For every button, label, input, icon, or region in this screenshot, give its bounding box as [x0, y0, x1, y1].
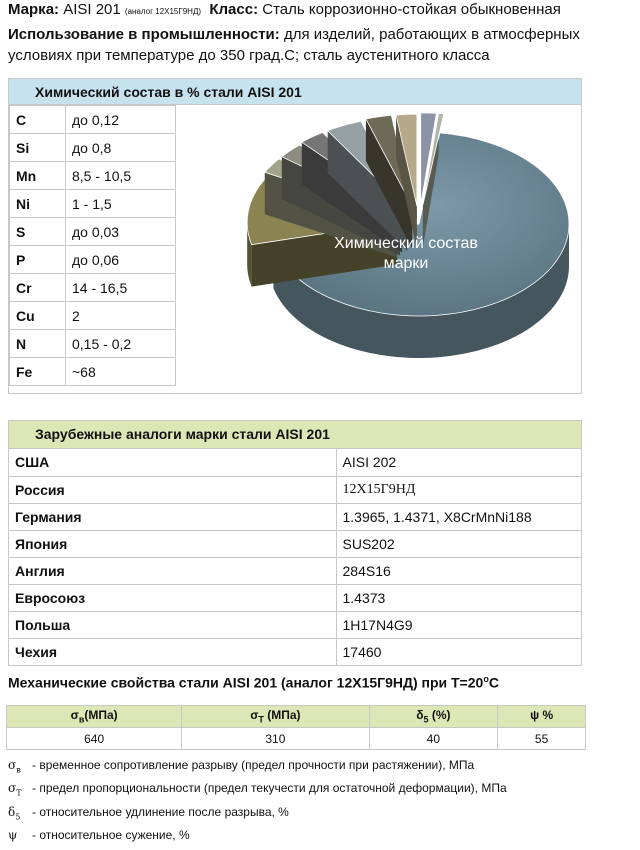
- mechanical-header-row: [7, 706, 586, 728]
- legend-symbol: [8, 826, 32, 849]
- legend-symbol-sub: 5: [15, 812, 21, 822]
- analog-row: [9, 476, 581, 503]
- composition-pie-chart: [184, 106, 581, 393]
- composition-row: [10, 190, 176, 218]
- composition-row: [10, 330, 176, 358]
- legend-symbol: [8, 756, 32, 779]
- element-value: 14 - 16,5: [66, 274, 176, 302]
- mechanical-table: [6, 705, 586, 750]
- composition-row: [10, 134, 176, 162]
- analog-country: Англия: [9, 557, 336, 584]
- analog-row: [9, 449, 581, 476]
- grade-value: AISI 201: [63, 1, 121, 18]
- legend-symbol: [8, 779, 32, 802]
- analog-grade: SUS202: [336, 530, 581, 557]
- mechanical-header-sub: в: [78, 714, 85, 725]
- element-value: 8,5 - 10,5: [66, 162, 176, 190]
- legend-text: - относительное удлинение после разрыва, %: [32, 804, 289, 819]
- analog-grade: 1.3965, 1.4371, X8CrMnNi188: [336, 503, 581, 530]
- composition-row: [10, 162, 176, 190]
- mechanical-title-text: Механические свойства стали AISI 201 (аналог 12Х15Г9НД) при Т=20: [8, 674, 484, 691]
- legend-text: - предел пропорциональности (предел текучести для остаточной деформации), МПа: [32, 781, 507, 796]
- analog-row: [9, 503, 581, 530]
- analog-row: [9, 557, 581, 584]
- mechanical-header-unit: (МПа): [84, 708, 118, 723]
- class-value: Сталь коррозионно-стойкая обыкновенная: [262, 1, 561, 18]
- legend-item: [8, 779, 507, 802]
- element-value: до 0,12: [66, 106, 176, 134]
- element-symbol: C: [10, 106, 66, 134]
- legend-symbol-char: ψ: [8, 828, 18, 843]
- composition-row: [10, 106, 176, 134]
- legend-item: [8, 756, 507, 779]
- legend-symbol-char: σ: [8, 758, 17, 772]
- element-symbol: Cr: [10, 274, 66, 302]
- composition-title: Химический состав в % стали AISI 201: [9, 79, 581, 105]
- legend-text: - временное сопротивление разрыву (предел прочности при растяжении), МПа: [32, 758, 475, 772]
- analog-country: Россия: [9, 476, 336, 503]
- pie-label-line2: марки: [383, 255, 429, 272]
- mechanical-header-cell: [182, 706, 369, 728]
- legend-symbol-char: δ: [8, 804, 16, 819]
- mechanical-header-unit: (МПа): [263, 708, 301, 723]
- mechanical-header-sub: T: [258, 714, 264, 725]
- analog-country: Япония: [9, 530, 336, 557]
- analogs-block: [8, 420, 582, 666]
- grade-label: Марка:: [8, 1, 60, 18]
- legend-symbol-sub: T: [16, 788, 22, 798]
- element-value: ~68: [66, 358, 176, 386]
- analog-row: [9, 638, 581, 665]
- symbols-legend: [8, 756, 507, 850]
- mechanical-header-symbol: σ: [70, 708, 79, 723]
- class-label: Класс:: [209, 1, 259, 18]
- mechanical-header-symbol: δ: [416, 708, 424, 723]
- composition-row: [10, 358, 176, 386]
- legend-symbol-char: σ: [8, 781, 17, 796]
- mechanical-header-unit: %: [539, 708, 554, 723]
- mechanical-header-symbol: ψ: [530, 708, 540, 723]
- analog-country: Польша: [9, 611, 336, 638]
- composition-row: [10, 302, 176, 330]
- legend-item: [8, 826, 507, 849]
- mechanical-header-sub: 5: [423, 714, 429, 725]
- element-symbol: Ni: [10, 190, 66, 218]
- mechanical-value: 40: [369, 728, 498, 750]
- mechanical-header-symbol: σ: [250, 708, 259, 723]
- analog-grade: 284S16: [336, 557, 581, 584]
- usage-line: [8, 24, 638, 66]
- usage-label: Использование в промышленности:: [8, 26, 280, 43]
- composition-row: [10, 218, 176, 246]
- analog-grade: 17460: [336, 638, 581, 665]
- analog-row: [9, 584, 581, 611]
- mechanical-value: 640: [7, 728, 182, 750]
- analog-grade: AISI 202: [336, 449, 581, 476]
- composition-row: [10, 246, 176, 274]
- analog-grade: 12Х15Г9НД: [336, 476, 581, 503]
- legend-symbol-sub: в: [16, 765, 21, 775]
- element-value: 1 - 1,5: [66, 190, 176, 218]
- mechanical-value: 55: [498, 728, 586, 750]
- analog-grade: 1.4373: [336, 584, 581, 611]
- mechanical-header-cell: [7, 706, 182, 728]
- analog-country: Евросоюз: [9, 584, 336, 611]
- analogs-table: [9, 449, 581, 665]
- analog-grade: 1H17N4G9: [336, 611, 581, 638]
- legend-item: [8, 803, 507, 826]
- element-symbol: P: [10, 246, 66, 274]
- mechanical-title-sup: o: [483, 674, 489, 684]
- usage-value: для изделий, работающих в атмосферных условиях при температуре до 350 град.С; сталь аустенитного класса: [8, 26, 580, 64]
- mechanical-value: 310: [182, 728, 369, 750]
- element-symbol: Fe: [10, 358, 66, 386]
- element-symbol: S: [10, 218, 66, 246]
- element-value: до 0,8: [66, 134, 176, 162]
- composition-table: [9, 105, 176, 386]
- pie-label-line1: Химический состав: [334, 235, 478, 252]
- element-symbol: Cu: [10, 302, 66, 330]
- legend-symbol: [8, 803, 32, 826]
- analogs-title: Зарубежные аналоги марки стали AISI 201: [9, 421, 581, 449]
- element-value: до 0,03: [66, 218, 176, 246]
- composition-row: [10, 274, 176, 302]
- mechanical-title-tail: C: [488, 674, 499, 691]
- analog-row: [9, 530, 581, 557]
- legend-text: - относительное сужение, %: [32, 828, 190, 843]
- mechanical-header-cell: [369, 706, 498, 728]
- composition-block: [8, 78, 582, 394]
- mechanical-header-cell: [498, 706, 586, 728]
- mechanical-title: [8, 674, 499, 691]
- grade-line: [8, 0, 561, 22]
- element-symbol: N: [10, 330, 66, 358]
- mechanical-value-row: [7, 728, 586, 750]
- analog-country: США: [9, 449, 336, 476]
- element-symbol: Mn: [10, 162, 66, 190]
- mechanical-header-unit: (%): [428, 708, 451, 723]
- grade-analog: (аналог 12Х15Г9НД): [124, 7, 202, 16]
- element-value: 2: [66, 302, 176, 330]
- analog-country: Германия: [9, 503, 336, 530]
- analog-row: [9, 611, 581, 638]
- element-value: 0,15 - 0,2: [66, 330, 176, 358]
- analog-country: Чехия: [9, 638, 336, 665]
- element-value: до 0,06: [66, 246, 176, 274]
- element-symbol: Si: [10, 134, 66, 162]
